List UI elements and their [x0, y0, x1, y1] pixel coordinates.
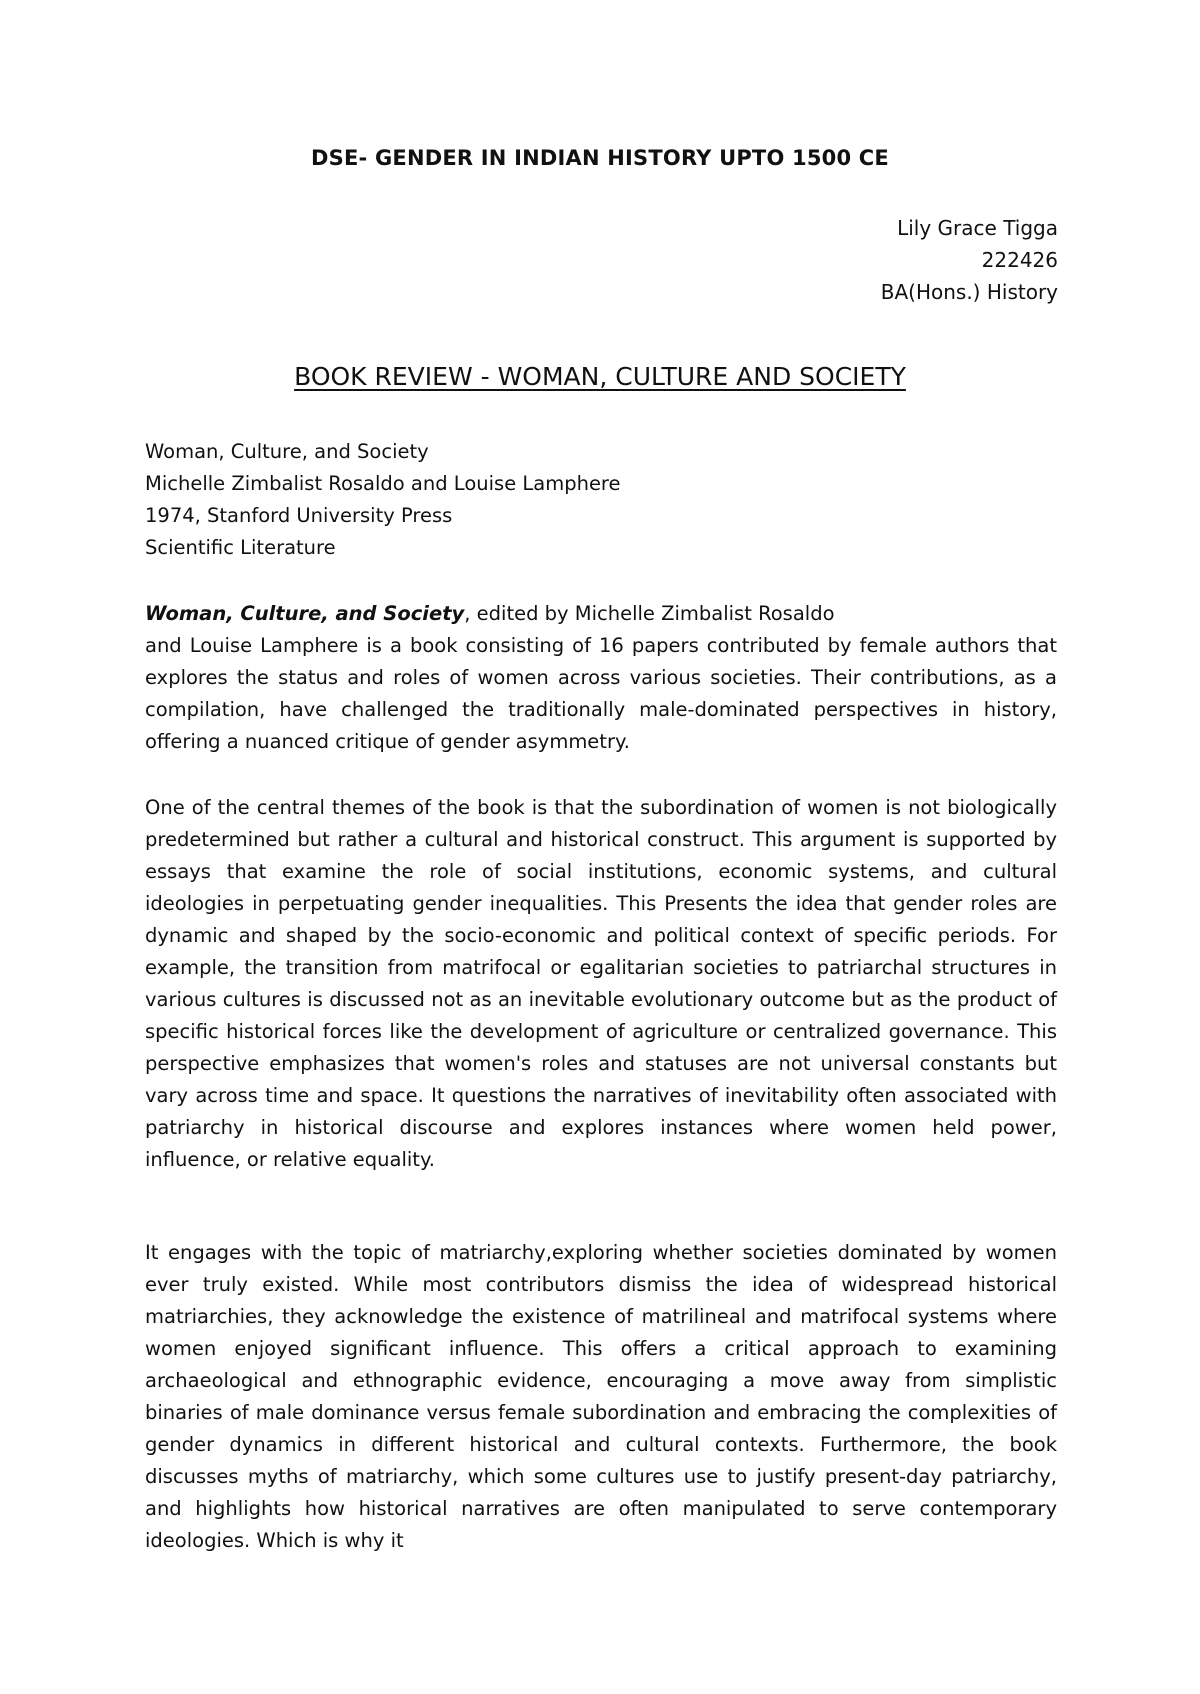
intro-paragraph: and Louise Lamphere is a book consisting of 16 papers contributed by female authors that explores the status and roles of women across various societies. Their contributions, as a compilation, have challenged the traditionally male-dominated perspectives in history, offering a nuanced critique of gender asymmetry.: [145, 634, 1057, 753]
intro-first-line: [145, 598, 1057, 630]
book-info: [145, 436, 621, 564]
intro-first-line-text: , edited by Michelle Zimbalist Rosaldo: [464, 602, 835, 625]
roll-number: 222426: [981, 248, 1058, 272]
paragraph-matriarchy: It engages with the topic of matriarchy,exploring whether societies dominated by women ever truly existed. While most contributors dismiss the idea of widespread historical matriarchies, they acknowledge the existence of matrilineal and matrifocal systems where women enjoyed significant influence. This offers a critical approach to examining archaeological and ethnographic evidence, encouraging a move away from simplistic binaries of male dominance versus female subordination and embracing the complexities of gender dynamics in different historical and cultural contexts. Furthermore, the book discusses myths of matriarchy, which some cultures use to justify present-day patriarchy, and highlights how historical narratives are often manipulated to serve contemporary ideologies. Which is why it: [145, 1241, 1057, 1552]
book-editors: Michelle Zimbalist Rosaldo and Louise Lamphere: [145, 472, 621, 495]
review-title: BOOK REVIEW - WOMAN, CULTURE AND SOCIETY: [294, 362, 906, 391]
intro-book-name: Woman, Culture, and Society: [145, 602, 465, 625]
author-name: Lily Grace Tigga: [897, 216, 1058, 240]
book-genre: Scientific Literature: [145, 536, 336, 559]
author-block: [881, 212, 1058, 308]
book-title: Woman, Culture, and Society: [145, 440, 429, 463]
course-title: DSE- GENDER IN INDIAN HISTORY UPTO 1500 CE: [311, 146, 889, 170]
book-publication: 1974, Stanford University Press: [145, 504, 453, 527]
program: BA(Hons.) History: [880, 280, 1058, 304]
paragraph-central-themes: One of the central themes of the book is that the subordination of women is not biologically predetermined but rather a cultural and historical construct. This argument is supported by essays that examine the role of social institutions, economic systems, and cultural ideologies in perpetuating gender inequalities. This Presents the idea that gender roles are dynamic and shaped by the socio-economic and political context of specific periods. For example, the transition from matrifocal or egalitarian societies to patriarchal structures in various cultures is discussed not as an inevitable evolutionary outcome but as the product of specific historical forces like the development of agriculture or centralized governance. This perspective emphasizes that women's roles and statuses are not universal constants but vary across time and space. It questions the narratives of inevitability often associated with patriarchy in historical discourse and explores instances where women held power, influence, or relative equality.: [145, 796, 1057, 1171]
